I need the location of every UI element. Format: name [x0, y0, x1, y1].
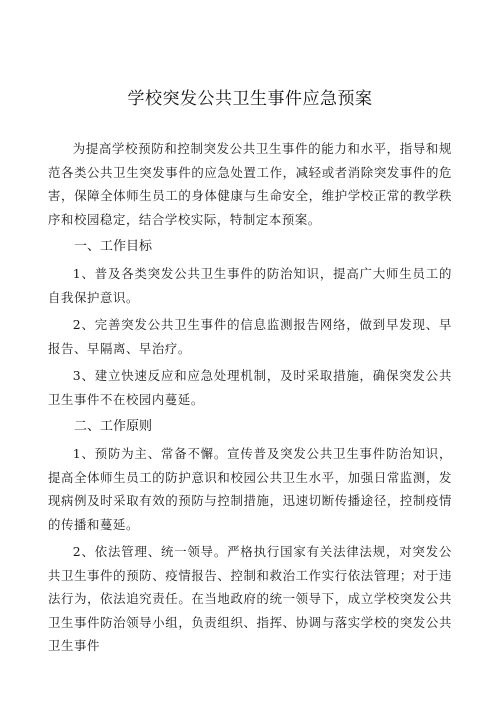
document-body — [48, 137, 452, 658]
goals-paragraph-2: 2、完善突发公共卫生事件的信息监测报告网络，做到早发现、早报告、早隔离、早治疗。 — [48, 317, 452, 356]
section-heading-principles: 二、工作原则 — [74, 419, 153, 434]
document-title: 学校突发公共卫生事件应急预案 — [127, 89, 373, 109]
principles-paragraph-2: 2、依法管理、统一领导。严格执行国家有关法律法规，对突发公共卫生事件的预防、疫情报告、控制和救治工作实行依法管理；对于违法行为，依法追究责任。在当地政府的统一领导下，成立学校突发公共卫生事件防治领导小组，负责组织、指挥、协调与落实学校的突发公共卫生事件 — [48, 544, 452, 653]
principles-paragraph-1: 1、预防为主、常备不懈。宣传普及突发公共卫生事件防治知识，提高全体师生员工的防护意识和校园公共卫生水平，加强日常监测，发现病例及时采取有效的预防与控制措施，迅速切断传播途径，控制疫情的传播和蔓延。 — [48, 446, 452, 532]
goals-paragraph-3: 3、建立快速反应和应急处理机制，及时采取措施，确保突发公共卫生事件不在校园内蔓延。 — [48, 368, 452, 407]
goals-paragraph-1: 1、普及各类突发公共卫生事件的防治知识，提高广大师生员工的自我保护意识。 — [48, 266, 452, 305]
intro-paragraph: 为提高学校预防和控制突发公共卫生事件的能力和水平，指导和规范各类公共卫生突发事件的应急处置工作，减轻或者消除突发事件的危害，保障全体师生员工的身体健康与生命安全，维护学校正常的教学秩序和校园稳定，结合学校实际，特制定本预案。 — [48, 141, 452, 227]
section-heading-goals: 一、工作目标 — [74, 239, 153, 254]
